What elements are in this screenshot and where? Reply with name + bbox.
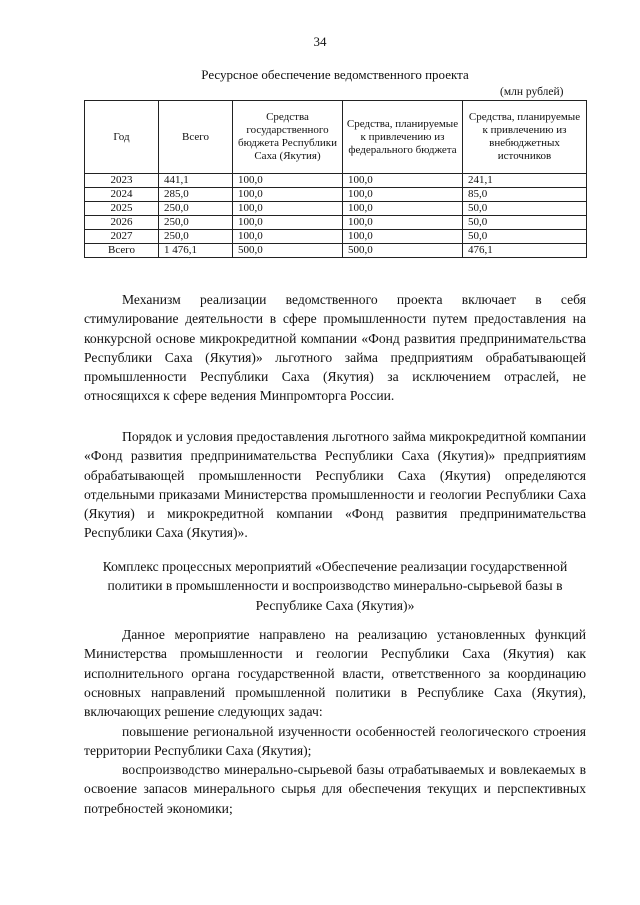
cell: 100,0 <box>233 188 343 202</box>
header-regional-budget: Средства государственного бюджета Республики Саха (Якутия) <box>233 101 343 174</box>
section-heading: Комплекс процессных мероприятий «Обеспечение реализации государственной политики в промышленности и воспроизводство минерально-сырьевой базы в Республике Саха (Якутия)» <box>102 559 568 613</box>
table-row <box>85 202 587 216</box>
cell: 441,1 <box>159 174 233 188</box>
table-row <box>85 188 587 202</box>
header-total: Всего <box>159 101 233 174</box>
page-number: 34 <box>313 34 327 49</box>
table-row <box>85 230 587 244</box>
cell: 100,0 <box>343 174 463 188</box>
cell: 250,0 <box>159 202 233 216</box>
cell: 500,0 <box>233 244 343 258</box>
cell: 100,0 <box>343 216 463 230</box>
cell: 100,0 <box>233 216 343 230</box>
table-row <box>85 216 587 230</box>
resource-table <box>84 100 587 258</box>
section-paragraph: Данное мероприятие направлено на реализацию установленных функций Министерства промышленности и геологии Республики Саха (Якутия) как исполнительного органа государственной власти, ответственного за координацию основных направлений промышленной политики в Республике Саха (Якутия), включающих решение следующих задач: <box>84 627 586 720</box>
cell: 50,0 <box>463 216 587 230</box>
table-unit: (млн рублей) <box>500 86 564 98</box>
cell: 50,0 <box>463 202 587 216</box>
cell: 250,0 <box>159 230 233 244</box>
cell: 476,1 <box>463 244 587 258</box>
paragraph-procedure: Порядок и условия предоставления льготного займа микрокредитной компании «Фонд развития предпринимательства Республики Саха (Якутия)» предприятиям обрабатывающей промышленности Республики Саха (Якутия) определяются отдельными приказами Министерства промышленности и геологии Республики Саха (Якутия) и микрокредитной компании «Фонд развития предпринимательства Республики Саха (Якутия)». <box>84 429 586 541</box>
table-row <box>85 174 587 188</box>
cell: 2026 <box>85 216 159 230</box>
cell: Всего <box>85 244 159 258</box>
cell: 100,0 <box>343 202 463 216</box>
paragraph-mechanism: Механизм реализации ведомственного проекта включает в себя стимулирование деятельности в сфере промышленности путем предоставления на конкурсной основе микрокредитной компании «Фонд развития предпринимательства Республики Саха (Якутия)» льготного займа предприятиям обрабатывающей промышленности Республики Саха (Якутия) за исключением отраслей, не относящихся к сфере ведения Минпромторга России. <box>84 292 586 404</box>
cell: 100,0 <box>343 230 463 244</box>
cell: 500,0 <box>343 244 463 258</box>
header-federal-budget: Средства, планируемые к привлечению из федерального бюджета <box>343 101 463 174</box>
cell: 100,0 <box>343 188 463 202</box>
cell: 100,0 <box>233 202 343 216</box>
cell: 100,0 <box>233 174 343 188</box>
cell: 241,1 <box>463 174 587 188</box>
table-total-row <box>85 244 587 258</box>
table-title: Ресурсное обеспечение ведомственного проекта <box>201 67 469 82</box>
cell: 85,0 <box>463 188 587 202</box>
table-header-row <box>85 101 587 174</box>
cell: 2024 <box>85 188 159 202</box>
cell: 2027 <box>85 230 159 244</box>
cell: 100,0 <box>233 230 343 244</box>
cell: 1 476,1 <box>159 244 233 258</box>
cell: 50,0 <box>463 230 587 244</box>
header-extrabudgetary: Средства, планируемые к привлечению из внебюджетных источников <box>463 101 587 174</box>
task-item: повышение региональной изученности особенностей геологического строения территории Республики Саха (Якутия); <box>84 724 586 759</box>
cell: 285,0 <box>159 188 233 202</box>
cell: 2023 <box>85 174 159 188</box>
cell: 250,0 <box>159 216 233 230</box>
header-year: Год <box>85 101 159 174</box>
task-item: воспроизводство минерально-сырьевой базы отрабатываемых и вовлекаемых в освоение запасов минерального сырья для обеспечения текущих и перспективных потребностей экономики; <box>84 762 586 816</box>
cell: 2025 <box>85 202 159 216</box>
